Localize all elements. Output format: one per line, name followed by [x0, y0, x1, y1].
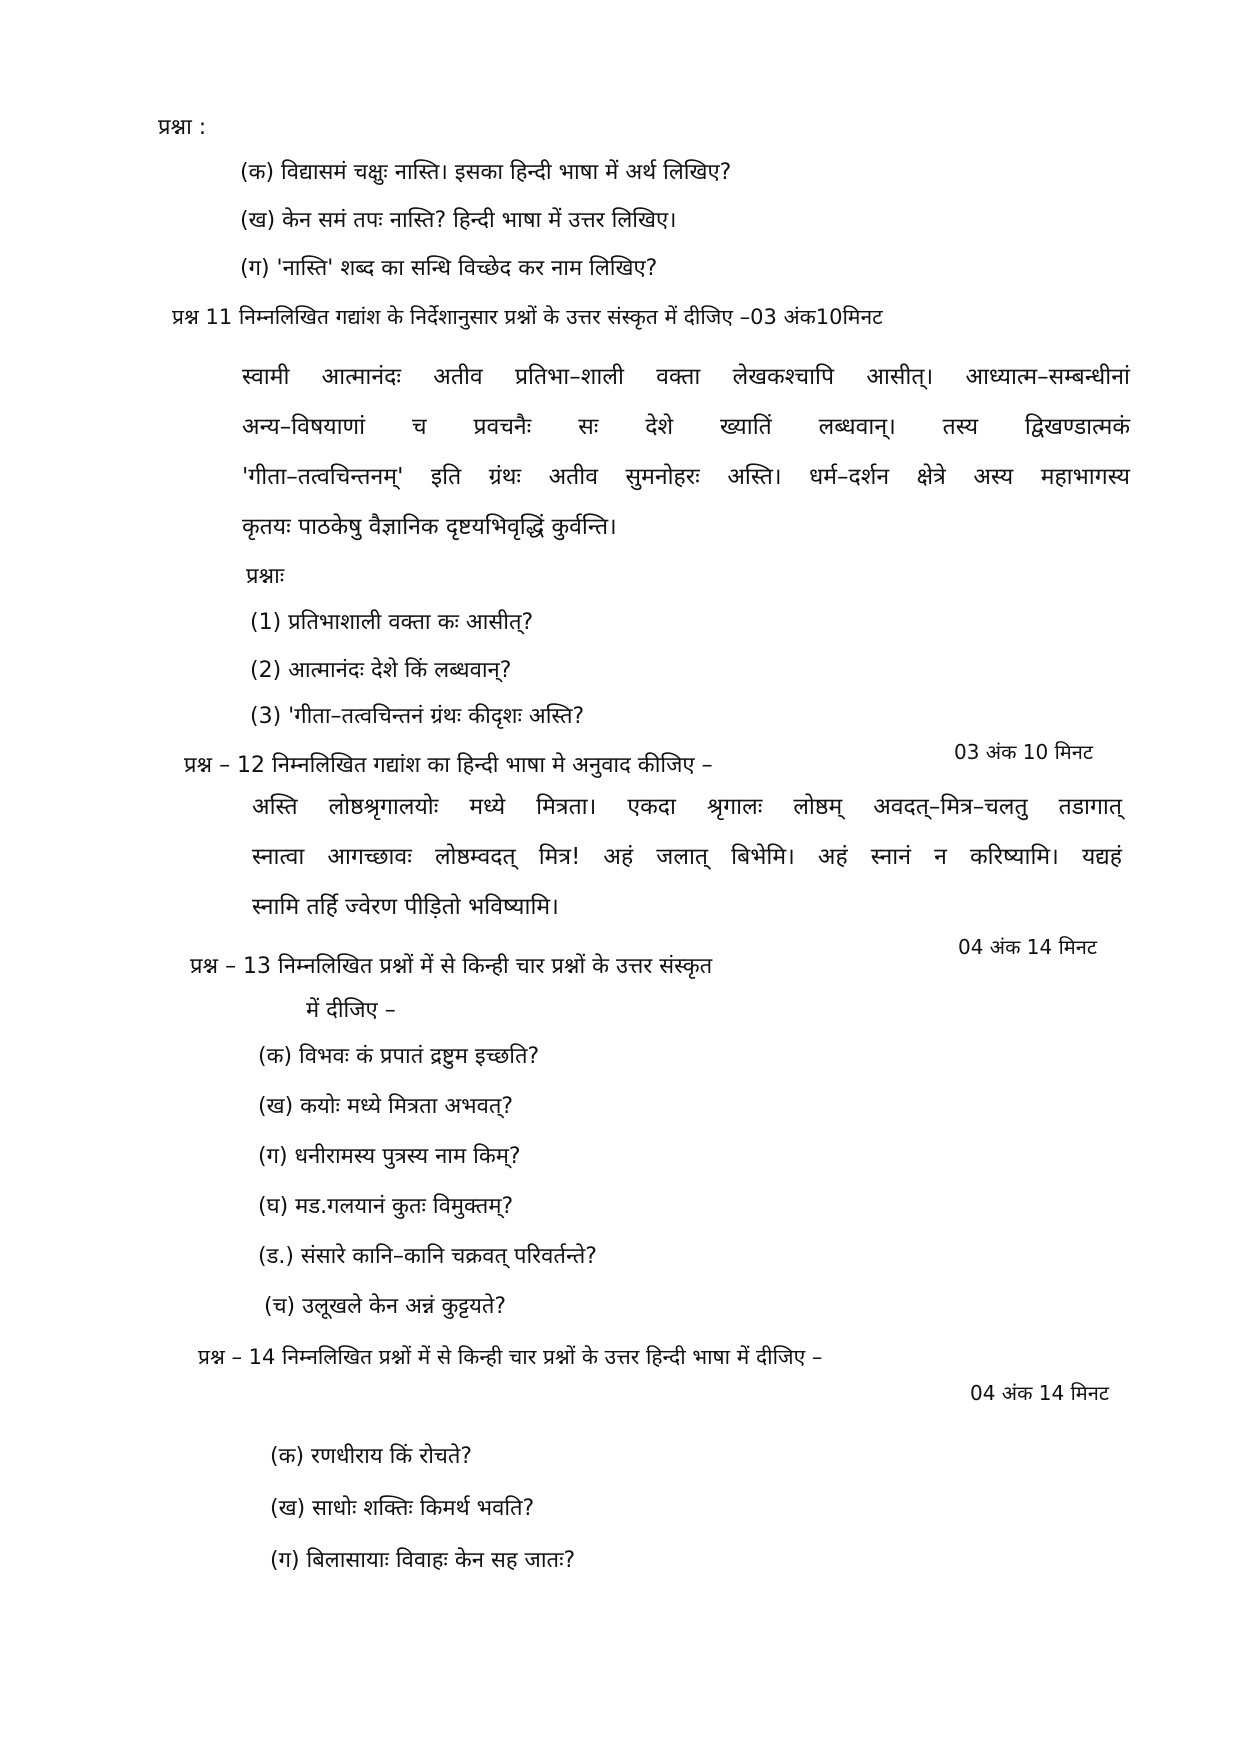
- passage-line: स्वामी आत्मानंदः अतीव प्रतिभा–शाली वक्ता लेखकश्चापि आसीत्। आध्यात्म–सम्बन्धीनां: [242, 364, 1130, 390]
- list-item: (ग) धनीरामस्य पुत्रस्य नाम किम्?: [258, 1144, 521, 1169]
- question-14-heading: प्रश्न – 14 निम्नलिखित प्रश्नों में से किन्ही चार प्रश्नों के उत्तर हिन्दी भाषा में दीजिए –: [198, 1345, 823, 1369]
- question-13-heading-cont: में दीजिए –: [306, 998, 396, 1023]
- list-item: (2) आत्मानंदः देशे किं लब्धवान्?: [250, 658, 512, 683]
- passage-line: अस्ति लोष्ठश्रृगालयोः मध्ये मित्रता। एकदा श्रृगालः लोष्ठम् अवदत्–मित्र–चलतु तडागात्: [252, 794, 1122, 820]
- question-14-marks: 04 अंक 14 मिनट: [970, 1381, 1109, 1405]
- list-item: (क) विद्यासमं चक्षुः नास्ति। इसका हिन्दी भाषा में अर्थ लिखिए?: [240, 160, 732, 185]
- passage-line: 'गीता–तत्वचिन्तनम्' इति ग्रंथः अतीव सुमनोहरः अस्ति। धर्म–दर्शन क्षेत्रे अस्य महाभागस्य: [242, 464, 1130, 490]
- passage-line: अन्य–विषयाणां च प्रवचनैः सः देशे ख्यातिं लब्धवान्। तस्य द्विखण्डात्मकं: [242, 414, 1130, 440]
- list-item: (घ) मड.गलयानं कुतः विमुक्तम्?: [258, 1194, 514, 1219]
- list-item: (च) उलूखले केन अन्नं कुट्टयते?: [264, 1294, 507, 1319]
- list-item: (ख) साधोः शक्तिः किमर्थ भवति?: [270, 1496, 535, 1521]
- list-item: (क) विभवः कं प्रपातं द्रष्टुम इच्छति?: [258, 1044, 540, 1069]
- list-item: (ख) कयोः मध्ये मित्रता अभवत्?: [258, 1094, 514, 1119]
- question-12-heading: प्रश्न – 12 निम्नलिखित गद्यांश का हिन्दी भाषा मे अनुवाद कीजिए –: [184, 753, 713, 778]
- passage-line: स्नामि तर्हि ज्वेरण पीड़ितो भविष्यामि।: [252, 894, 559, 920]
- list-item: (ख) केन समं तपः नास्ति? हिन्दी भाषा में उत्तर लिखिए।: [240, 208, 677, 233]
- questions-label: प्रश्नाः: [246, 564, 285, 589]
- list-item: (3) 'गीता–तत्वचिन्तनं ग्रंथः कीदृशः अस्ति?: [250, 704, 585, 729]
- question-11-heading: प्रश्न 11 निम्नलिखित गद्यांश के निर्देशानुसार प्रश्नों के उत्तर संस्कृत में दीजिए –03 अंक10मिनट: [172, 305, 883, 329]
- passage-line: स्नात्वा आगच्छावः लोष्ठम्वदत् मित्र! अहं जलात् बिभेमि। अहं स्नानं न करिष्यामि। यद्यहं: [252, 844, 1122, 870]
- list-item: (1) प्रतिभाशाली वक्ता कः आसीत्?: [250, 610, 534, 635]
- question-13-marks: 04 अंक 14 मिनट: [958, 935, 1097, 959]
- question-13-heading: प्रश्न – 13 निम्नलिखित प्रश्नों में से किन्ही चार प्रश्नों के उत्तर संस्कृत: [190, 954, 713, 979]
- question-12-marks: 03 अंक 10 मिनट: [954, 740, 1093, 764]
- list-item: (ड.) संसारे कानि–कानि चक्रवत् परिवर्तन्ते?: [258, 1244, 597, 1269]
- list-item: (ग) 'नास्ति' शब्द का सन्धि विच्छेद कर नाम लिखिए?: [240, 256, 658, 281]
- block-label: प्रश्ना :: [158, 115, 207, 140]
- list-item: (क) रणधीराय किं रोचते?: [270, 1444, 473, 1469]
- list-item: (ग) बिलासायाः विवाहः केन सह जातः?: [270, 1548, 576, 1573]
- passage-line: कृतयः पाठकेषु वैज्ञानिक दृष्टयभिवृद्धिं कुर्वन्ति।: [242, 514, 617, 540]
